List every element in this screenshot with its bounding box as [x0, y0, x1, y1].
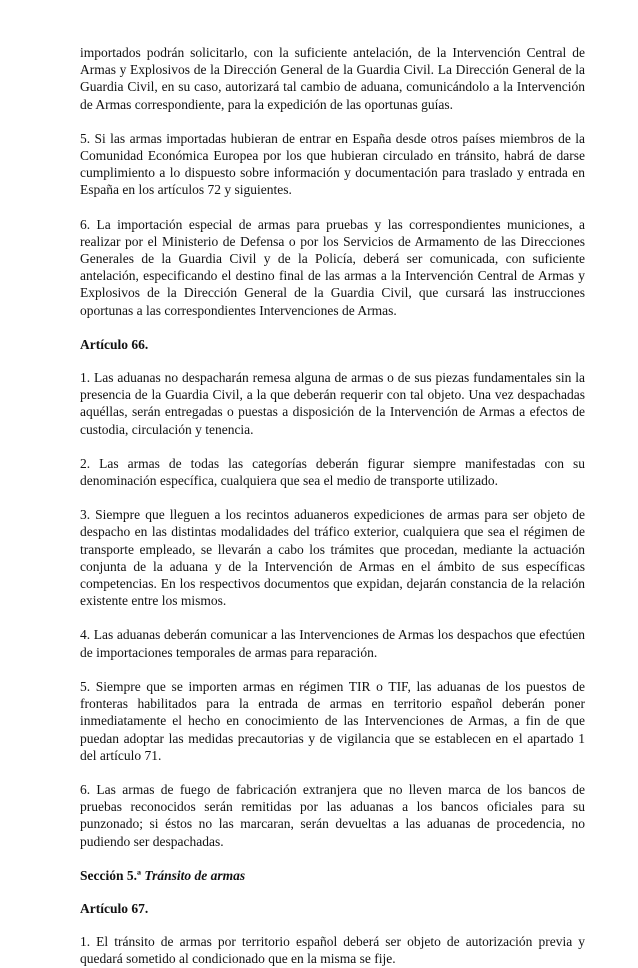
paragraph-continuation: importados podrán solicitarlo, con la suficiente antelación, de la Intervención Central de Armas y Explosivos de la Dirección General de la Guardia Civil. La Dirección General de la Guardia Civil, en su caso, autorizará tal cambio de aduana, comunicándolo a la Intervención de Armas correspondiente, para la expedición de las oportunas guías.	[80, 45, 585, 112]
section-heading	[80, 867, 585, 884]
section-label: Sección 5.ª	[80, 867, 142, 883]
article-66-heading: Artículo 66.	[80, 336, 149, 352]
article-66-paragraph-3: 3. Siempre que lleguen a los recintos aduaneros expediciones de armas para ser objeto de despacho en las distintas modalidades del tráfico exterior, cualquiera que sea el régimen de transporte empleado, se llevarán a cabo los trámites que procedan, mediante la actuación conjunta de la aduana y de la Intervención de Armas en el ámbito de sus específicas competencias. En los respectivos documentos que expidan, dejarán constancia de la relación existente entre los mismos.	[80, 507, 585, 609]
article-67-heading: Artículo 67.	[80, 900, 149, 916]
article-66-paragraph-2: 2. Las armas de todas las categorías deberán figurar siempre manifestadas con su denominación específica, cualquiera que sea el medio de transporte utilizado.	[80, 455, 585, 489]
article-67-paragraph-1: 1. El tránsito de armas por territorio español deberá ser objeto de autorización previa y quedará sometido al condicionado que en la misma se fije.	[80, 934, 585, 967]
paragraph-item-5: 5. Si las armas importadas hubieran de entrar en España desde otros países miembros de la Comunidad Económica Europea por los que hubieran circulado en tránsito, habrá de darse cumplimiento a lo dispuesto sobre información y documentación para traslado y entrada en España en los artículos 72 y siguientes.	[80, 130, 585, 198]
article-66-paragraph-1: 1. Las aduanas no despacharán remesa alguna de armas o de sus piezas fundamentales sin la presencia de la Guardia Civil, a la que deberán requerir con tal objeto. Una vez despachadas aquéllas, serán entregadas o puestas a disposición de la Intervención de Armas a efectos de custodia, circulación y tenencia.	[80, 370, 585, 437]
section-title: Tránsito de armas	[144, 867, 246, 883]
article-66-paragraph-6: 6. Las armas de fuego de fabricación extranjera que no lleven marca de los bancos de pruebas reconocidos serán remitidas por las aduanas a los bancos oficiales para su punzonado; si éstos no las marcaran, serán devueltas a las aduanas de procedencia, no pudiendo ser despachadas.	[80, 781, 585, 849]
paragraph-item-6: 6. La importación especial de armas para pruebas y las correspondientes municiones, a realizar por el Ministerio de Defensa o por los Servicios de Armamento de las Direcciones Generales de la Guardia Civil y de la Policía, deberá ser comunicada, con suficiente antelación, especificando el destino final de las armas a la Intervención Central de Armas y Explosivos de la Dirección General de la Guardia Civil, que cursará las instrucciones oportunas a las correspondientes Intervenciones de Armas.	[80, 216, 585, 318]
article-66-paragraph-4: 4. Las aduanas deberán comunicar a las Intervenciones de Armas los despachos que efectúen de importaciones temporales de armas para reparación.	[80, 627, 585, 660]
article-66-paragraph-5: 5. Siempre que se importen armas en régimen TIR o TIF, las aduanas de los puestos de fronteras habilitados para la entrada de armas en territorio español deberán poner inmediatamente el hecho en conocimiento de las Intervenciones de Armas, a fin de que puedan adoptar las medidas precautorias y de vigilancia que se establecen en el apartado 1 del artículo 71.	[80, 678, 585, 763]
